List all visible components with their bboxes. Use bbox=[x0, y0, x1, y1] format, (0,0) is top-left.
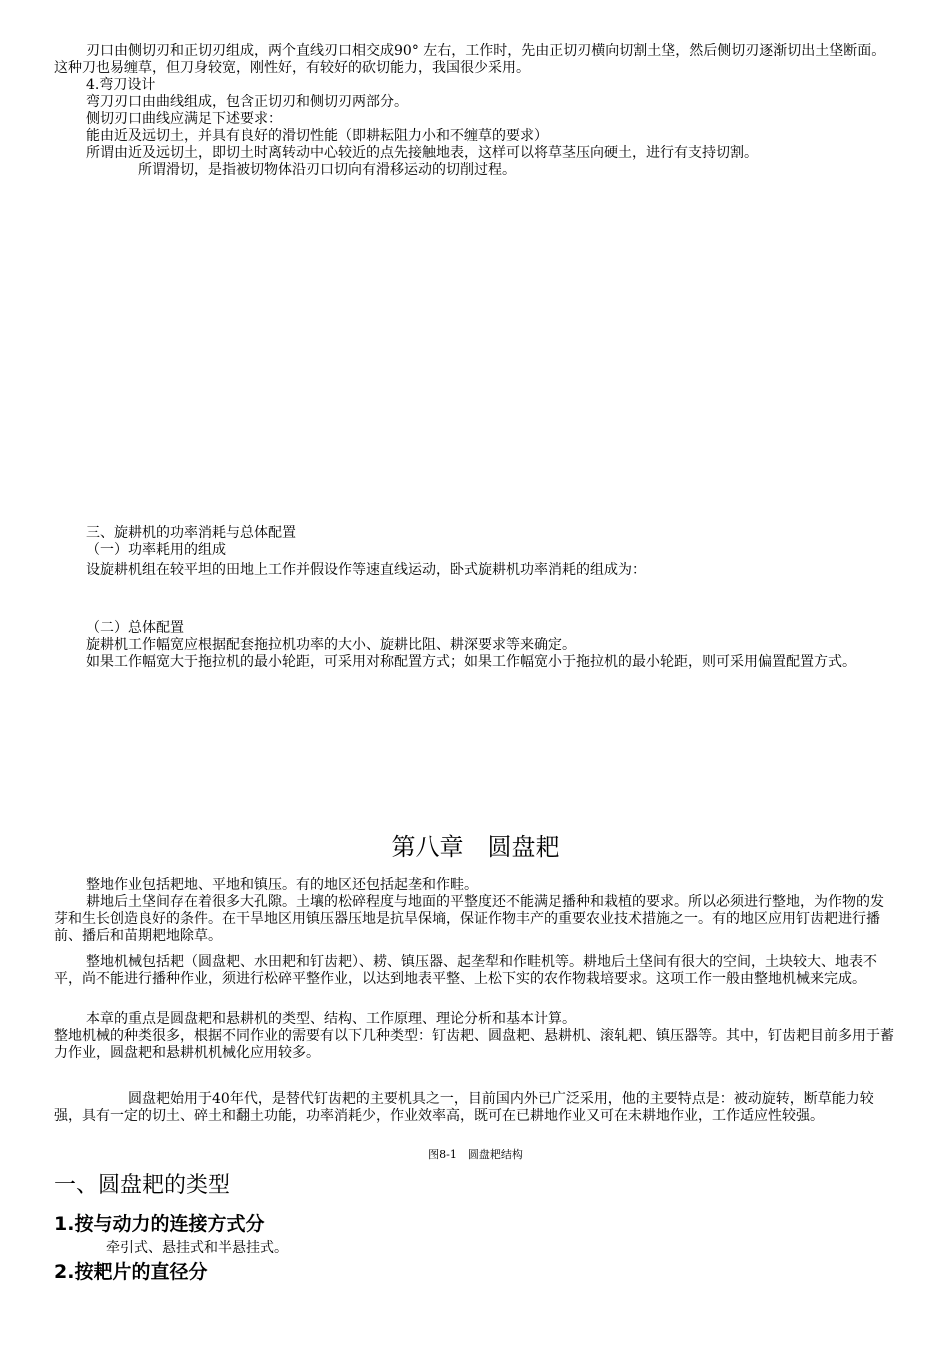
paragraph-land-preparation: 整地作业包括耙地、平地和镇压。有的地区还包括起垄和作畦。 bbox=[86, 877, 478, 893]
subsection-heading-connection: 1.按与动力的连接方式分 bbox=[54, 1213, 265, 1235]
heading-power-consumption: 三、旋耕机的功率消耗与总体配置 bbox=[86, 525, 296, 541]
paragraph-chapter-focus: 本章的重点是圆盘耙和悬耕机的类型、结构、工作原理、理论分析和基本计算。 bbox=[86, 1011, 576, 1027]
subheading-power-composition: （一）功率耗用的组成 bbox=[86, 542, 226, 558]
paragraph-working-width: 旋耕机工作幅宽应根据配套拖拉机功率的大小、旋耕比阻、耕深要求等来确定。 bbox=[86, 637, 576, 653]
subheading-overall-configuration: （二）总体配置 bbox=[86, 620, 184, 636]
paragraph-power-composition: 设旋耕机组在较平坦的田地上工作并假设作等速直线运动，卧式旋耕机功率消耗的组成为： bbox=[86, 562, 646, 578]
figure-caption: 图8-1 圆盘耙结构 bbox=[428, 1148, 523, 1161]
paragraph-near-to-far-definition: 所谓由近及远切土，即切土时离转动中心较近的点先接触地表，这样可以将草茎压向硬土，进行有支持切割。 bbox=[86, 145, 758, 161]
paragraph-connection-types: 牵引式、悬挂式和半悬挂式。 bbox=[106, 1240, 288, 1256]
paragraph-near-to-far: 能由近及远切土，并具有良好的滑切性能（即耕耘阻力小和不缠草的要求） bbox=[86, 128, 548, 144]
paragraph-straight-blade: 刃口由侧切刃和正切刃组成，两个直线刃口相交成90° 左右，工作时，先由正切刃横向切割土垡，然后侧切刃逐渐切出土垡断面。这种刀也易缠草，但刀身较宽，刚性好，有较好的砍切能力，我国很少采用。 bbox=[54, 43, 886, 76]
paragraph-machinery-variety: 整地机械的种类很多，根据不同作业的需要有以下几种类型：钉齿耙、圆盘耙、悬耕机、滚轧耙、镇压器等。其中，钉齿耙目前多用于蓄力作业，圆盘耙和悬耕机机械化应用较多。 bbox=[54, 1028, 894, 1061]
paragraph-machinery-types: 整地机械包括耙（圆盘耙、水田耙和钉齿耙）、耢、镇压器、起垄犁和作畦机等。耕地后土垡间有很大的空间，土块较大、地表不平，尚不能进行播种作业，须进行松碎平整作业，以达到地表平整、上松下实的农作物栽培要求。这项工作一般由整地机械来完成。 bbox=[54, 954, 877, 987]
paragraph-configuration-mode: 如果工作幅宽大于拖拉机的最小轮距，可采用对称配置方式；如果工作幅宽小于拖拉机的最小轮距，则可采用偏置配置方式。 bbox=[86, 654, 856, 670]
section-heading-disc-harrow-types: 一、圆盘耙的类型 bbox=[54, 1173, 231, 1198]
paragraph-side-edge-requirements: 侧切刃口曲线应满足下述要求： bbox=[86, 111, 282, 127]
paragraph-disc-harrow-intro: 圆盘耙始用于40年代，是替代钉齿耙的主要机具之一，目前国内外已广泛采用，他的主要特点是：被动旋转，断草能力较强，具有一定的切土、碎土和翻土功能，功率消耗少，作业效率高，既可在已耕地作业又可在未耕地作业，工作适应性较强。 bbox=[54, 1091, 874, 1124]
chapter-title: 第八章 圆盘耙 bbox=[391, 833, 560, 861]
paragraph-curved-blade: 弯刀刃口由曲线组成，包含正切刃和侧切刃两部分。 bbox=[86, 94, 408, 110]
paragraph-sliding-cut: 所谓滑切，是指被切物体沿刃口切向有滑移运动的切削过程。 bbox=[138, 162, 516, 178]
subsection-heading-disc-diameter: 2.按耙片的直径分 bbox=[54, 1261, 208, 1283]
paragraph-after-plowing: 耕地后土垡间存在着很多大孔隙。土壤的松碎程度与地面的平整度还不能满足播种和栽植的要求。所以必须进行整地，为作物的发芽和生长创造良好的条件。在干旱地区用镇压器压地是抗旱保墒，保证作物丰产的重要农业技术措施之一。有的地区应用钉齿耙进行播前、播后和苗期耙地除草。 bbox=[54, 894, 884, 944]
heading-curved-blade-design: 4.弯刀设计 bbox=[86, 77, 156, 93]
